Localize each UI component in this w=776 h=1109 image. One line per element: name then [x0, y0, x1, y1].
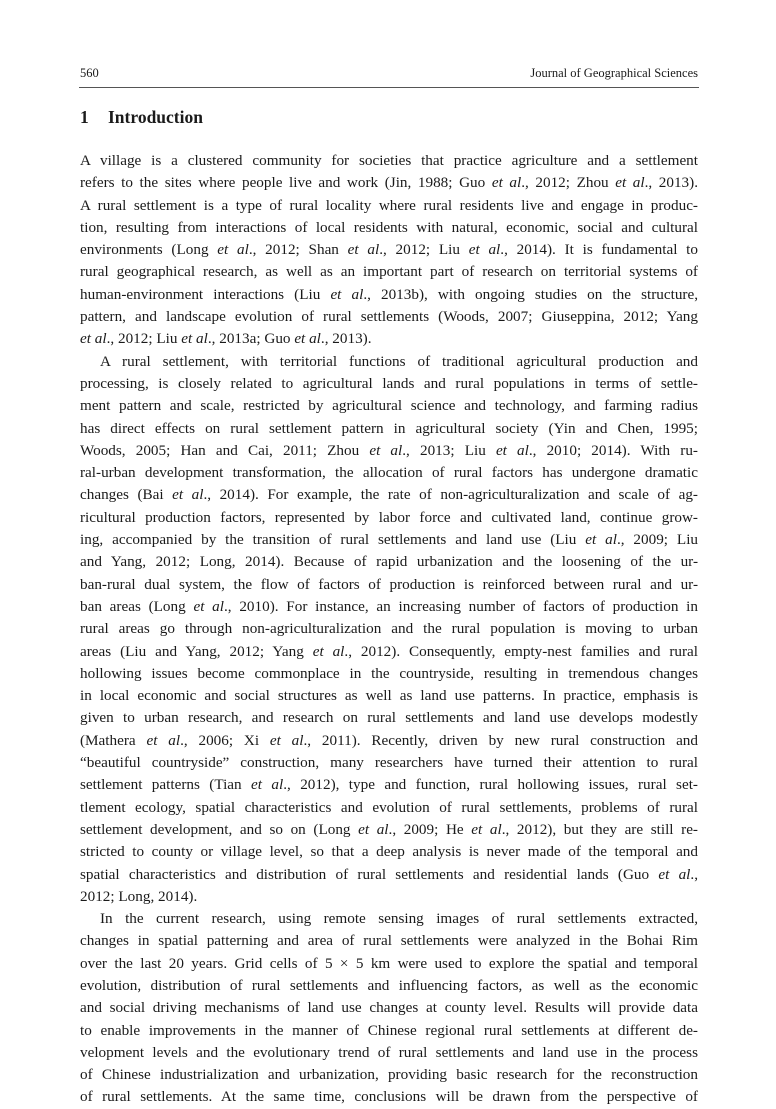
paragraph-line: spatial characteristics and distribution of rural settlements and residential lands (Guo et al.,	[80, 865, 698, 883]
paragraph-line: ing, accompanied by the transition of rural settlements and land use (Liu et al., 2009; Liu	[80, 531, 699, 549]
paragraph-line: A village is a clustered community for societies that practice agriculture and a settlement	[80, 152, 698, 169]
journal-name: Journal of Geographical Sciences	[530, 66, 698, 80]
paragraph-line: of rural settlements. At the same time, conclusions will be drawn from the perspective of	[80, 1088, 698, 1106]
paragraph-line: has direct effects on rural settlement pattern in agricultural society (Yin and Chen, 1995;	[80, 419, 698, 437]
paragraph-line: environments (Long et al., 2012; Shan et al., 2012; Liu et al., 2014). It is fundamental to	[80, 241, 698, 259]
paragraph-line: rural geographical research, as well as an important part of research on territorial systems of	[80, 263, 698, 281]
body-text	[80, 150, 698, 1109]
paragraph-line: evolution, distribution of rural settlements and influencing factors, as well as the economic	[80, 976, 698, 994]
paragraph-line: ment pattern and scale, restricted by agricultural science and technology, and farming radius	[80, 397, 698, 415]
paragraph-line: and Yang, 2012; Long, 2014). Because of rapid urbanization and the loosening of the ur-	[80, 553, 698, 571]
paragraph-line: (Mathera et al., 2006; Xi et al., 2011). Recently, driven by new rural construction and	[80, 731, 698, 749]
running-header	[80, 66, 698, 81]
section-title: Introduction	[108, 107, 203, 127]
paragraph-line: pattern, and landscape evolution of rural settlements (Woods, 2007; Giuseppina, 2012; Yang	[80, 308, 698, 326]
paragraph-line: human-environment interactions (Liu et al., 2013b), with ongoing studies on the structure,	[80, 285, 699, 303]
paragraph-line: tlement ecology, spatial characteristics and evolution of rural settlements, problems of rural	[80, 798, 698, 816]
paragraph-line: tion, resulting from interactions of local residents with natural, economic, social and cultural	[80, 218, 698, 236]
paragraph-line: velopment levels and the evolutionary trend of rural settlements and land use in the process	[80, 1043, 698, 1061]
header-rule	[79, 87, 699, 88]
paragraph-line: given to urban research, and research on rural settlements and land use develops modestly	[80, 709, 698, 727]
paragraph-line: changes (Bai et al., 2014). For example, the rate of non-agriculturalization and scale of ag-	[80, 486, 698, 504]
paragraph-line: “beautiful countryside” construction, many researchers have turned their attention to rural	[80, 754, 698, 772]
paragraph-line: over the last 20 years. Grid cells of 5 × 5 km were used to explore the spatial and temporal	[80, 954, 698, 972]
paragraph-line: A rural settlement is a type of rural locality where rural residents live and engage in produc-	[80, 196, 698, 214]
paragraph-line: settlement patterns (Tian et al., 2012), type and function, rural hollowing issues, rural set-	[80, 776, 698, 794]
paragraph-line: et al., 2012; Liu et al., 2013a; Guo et al., 2013).	[80, 330, 372, 348]
paragraph-line: changes in spatial patterning and area of rural settlements were analyzed in the Bohai Rim	[80, 932, 698, 950]
paragraph-line: areas (Liu and Yang, 2012; Yang et al., 2012). Consequently, empty-nest families and rural	[80, 642, 698, 660]
paragraph-line: ban-rural dual system, the flow of factors of production is reinforced between rural and ur-	[80, 575, 698, 593]
paragraph-line: rural areas go through non-agriculturalization and the rural population is moving to urban	[80, 620, 698, 638]
paragraph-line: in local economic and social structures as well as land use patterns. In practice, emphasis is	[80, 687, 698, 705]
paragraph-line: of Chinese industrialization and urbanization, providing basic research for the reconstruction	[80, 1066, 698, 1084]
paragraph-line: ban areas (Long et al., 2010). For instance, an increasing number of factors of production in	[80, 597, 698, 615]
paragraph-line: 2012; Long, 2014).	[80, 887, 198, 905]
paragraph-line: refers to the sites where people live and work (Jin, 1988; Guo et al., 2012; Zhou et al., 2013).	[80, 174, 699, 192]
paragraph-line: ral-urban development transformation, the allocation of rural factors has undergone dramatic	[80, 464, 698, 482]
section-number: 1	[80, 107, 89, 127]
page-number: 560	[80, 66, 99, 80]
paragraph-line: ricultural production factors, represented by labor force and cultivated land, continue grow-	[80, 508, 698, 526]
paragraph-line: hollowing issues become commonplace in the countryside, resulting in tremendous changes	[80, 664, 698, 682]
paragraph-line: settlement development, and so on (Long et al., 2009; He et al., 2012), but they are still re-	[80, 820, 698, 838]
paragraph-line: A rural settlement, with territorial functions of traditional agricultural production and	[100, 352, 698, 370]
section-heading	[80, 107, 203, 128]
paragraph-line: to enable improvements in the manner of Chinese regional rural settlements at different de-	[80, 1021, 698, 1039]
paragraph-line: and social driving mechanisms of land use changes at county level. Results will provide data	[80, 999, 698, 1017]
paragraph-line: stricted to county or village level, so that a deep analysis is never made of the temporal and	[80, 843, 698, 861]
paragraph-line: In the current research, using remote sensing images of rural settlements extracted,	[100, 910, 698, 928]
paragraph-line: processing, is closely related to agricultural lands and rural populations in terms of settle-	[80, 374, 698, 392]
paragraph-line: Woods, 2005; Han and Cai, 2011; Zhou et al., 2013; Liu et al., 2010; 2014). With ru-	[80, 441, 698, 459]
